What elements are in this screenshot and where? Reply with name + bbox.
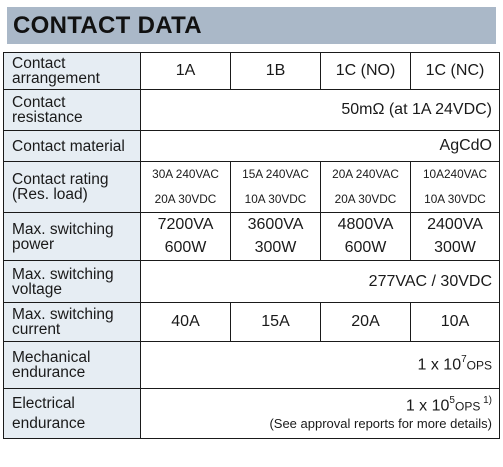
cell-current: 10A [411, 303, 500, 342]
approval-note: (See approval reports for more details) [269, 415, 492, 431]
label-line: endurance [12, 364, 86, 381]
endurance-unit: OPS [466, 358, 492, 373]
row-contact-material [4, 131, 500, 162]
row-contact-arrangement [4, 53, 500, 90]
cell-contact-material: AgCdO [141, 131, 500, 162]
label-electrical-endurance [4, 389, 141, 439]
label-line: endurance [12, 415, 86, 432]
cell-power-va: 7200VA [141, 213, 231, 237]
label-contact-material: Contact material [4, 131, 141, 162]
cell-max-switching-voltage: 277VAC / 30VDC [141, 261, 500, 303]
cell-rating-ac: 10A240VAC [411, 162, 500, 187]
label-line: Electrical [12, 395, 75, 412]
row-max-switching-voltage [4, 261, 500, 303]
cell-rating-dc: 20A 30VDC [321, 187, 411, 213]
cell-arrangement-1c-nc: 1C (NC) [411, 53, 500, 90]
cell-current: 15A [231, 303, 321, 342]
cell-current: 20A [321, 303, 411, 342]
label-line: Mechanical [12, 349, 91, 366]
label-max-switching-voltage [4, 261, 141, 303]
label-mechanical-endurance [4, 342, 141, 389]
row-electrical-endurance [4, 389, 500, 439]
cell-rating-ac: 15A 240VAC [231, 162, 321, 187]
cell-power-w: 300W [231, 237, 321, 261]
label-line: Contact rating [12, 171, 109, 188]
footnote-marker: 1) [480, 395, 492, 407]
cell-contact-resistance: 50mΩ (at 1A 24VDC) [141, 90, 500, 131]
label-max-switching-power [4, 213, 141, 261]
cell-arrangement-1b: 1B [231, 53, 321, 90]
label-line: Max. switching [12, 306, 114, 323]
cell-power-va: 2400VA [411, 213, 500, 237]
cell-power-w: 300W [411, 237, 500, 261]
cell-mechanical-endurance [141, 342, 500, 389]
endurance-exponent: 5 [449, 395, 455, 407]
label-contact-rating [4, 162, 141, 213]
label-line: voltage [12, 280, 62, 298]
label-line: (Res. load) [12, 186, 88, 203]
cell-power-w: 600W [321, 237, 411, 261]
cell-rating-dc: 10A 30VDC [231, 187, 321, 213]
cell-rating-ac: 20A 240VAC [321, 162, 411, 187]
label-line: Contact [12, 94, 66, 111]
cell-electrical-endurance [141, 389, 500, 439]
label-line: Max. switching [12, 265, 114, 283]
label-contact-arrangement [4, 53, 141, 90]
contact-data-table [3, 52, 500, 439]
row-contact-rating [4, 162, 500, 187]
cell-power-w: 600W [141, 237, 231, 261]
cell-power-va: 3600VA [231, 213, 321, 237]
label-line: resistance [12, 109, 83, 126]
label-line: Max. switching [12, 220, 114, 238]
endurance-unit: OPS [454, 399, 481, 414]
label-line: current [12, 321, 61, 338]
row-max-switching-power [4, 213, 500, 237]
cell-rating-dc: 10A 30VDC [411, 187, 500, 213]
label-line: Contact [12, 55, 66, 72]
cell-rating-ac: 30A 240VAC [141, 162, 231, 187]
cell-power-va: 4800VA [321, 213, 411, 237]
cell-arrangement-1a: 1A [141, 53, 231, 90]
label-line: arrangement [12, 70, 100, 87]
row-mechanical-endurance [4, 342, 500, 389]
endurance-exponent: 7 [461, 354, 467, 366]
cell-rating-dc: 20A 30VDC [141, 187, 231, 213]
label-line: power [12, 235, 55, 253]
section-title: CONTACT DATA [7, 7, 496, 44]
label-max-switching-current [4, 303, 141, 342]
cell-current: 40A [141, 303, 231, 342]
label-contact-resistance [4, 90, 141, 131]
row-max-switching-current [4, 303, 500, 342]
endurance-base: 1 x 10 [417, 356, 462, 374]
endurance-base: 1 x 10 [405, 397, 450, 415]
row-contact-resistance [4, 90, 500, 131]
cell-arrangement-1c-no: 1C (NO) [321, 53, 411, 90]
